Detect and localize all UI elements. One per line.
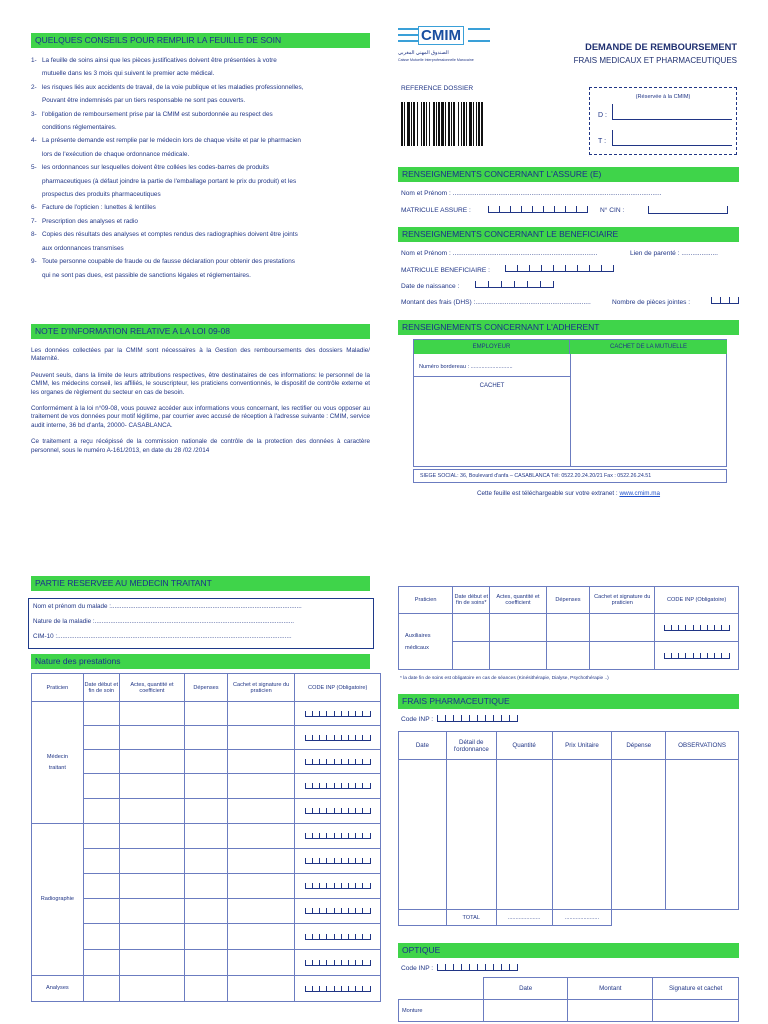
nature-maladie[interactable]: Nature de la maladie :.................................................................................................................. bbox=[33, 618, 295, 625]
table-header: Montant bbox=[568, 978, 653, 1000]
conseil-line bbox=[31, 108, 370, 121]
digit-box[interactable] bbox=[453, 715, 461, 722]
digit-box[interactable] bbox=[543, 206, 554, 213]
table-header: CODE INP (Obligatoire) bbox=[295, 674, 381, 702]
conseil-number: 7- bbox=[31, 217, 37, 225]
pharma-code-label: Code INP : bbox=[401, 716, 434, 723]
total-quantite[interactable]: ..................... bbox=[496, 910, 552, 926]
prestations-title: Nature des prestations bbox=[31, 654, 370, 669]
naissance-label: Date de naissance : bbox=[401, 283, 460, 290]
depense-cell[interactable] bbox=[185, 774, 228, 799]
inp-code-field[interactable] bbox=[305, 783, 371, 789]
date-cell[interactable] bbox=[83, 799, 119, 824]
table-header: Dépense bbox=[612, 732, 666, 760]
actes-cell[interactable] bbox=[119, 824, 184, 849]
optique-code-label: Code INP : bbox=[401, 965, 434, 972]
conseil-text: les ordonnances sur lesquelles doivent être collées les codes-barres de produits bbox=[42, 164, 269, 172]
code-cell bbox=[295, 774, 381, 799]
pieces-label: Nombre de pièces jointes : bbox=[612, 299, 691, 306]
conseil-number: 9- bbox=[31, 258, 37, 266]
table-header: Praticien bbox=[32, 674, 84, 702]
depense-cell[interactable] bbox=[185, 702, 228, 726]
table-header: CODE INP (Obligatoire) bbox=[655, 587, 739, 614]
digit-box[interactable] bbox=[720, 297, 729, 304]
conseil-number bbox=[31, 188, 42, 201]
conseil-line bbox=[31, 188, 370, 201]
date-cell[interactable] bbox=[453, 614, 490, 642]
inp-code-field[interactable] bbox=[305, 986, 371, 992]
conseil-line bbox=[31, 134, 370, 147]
digit-box[interactable] bbox=[601, 265, 613, 272]
digit-box[interactable] bbox=[437, 964, 445, 971]
digit-box[interactable] bbox=[469, 715, 477, 722]
pharma-cell[interactable] bbox=[552, 760, 612, 910]
actes-cell[interactable] bbox=[490, 614, 546, 642]
conseil-text: La présente demande est remplie par le médecin lors de chaque visite et par le pharmacien bbox=[42, 137, 301, 145]
digit-box[interactable] bbox=[532, 206, 543, 213]
logo-text: CMIM bbox=[418, 26, 464, 45]
code-cell bbox=[655, 614, 739, 642]
date-cell[interactable] bbox=[83, 702, 119, 726]
depense-cell[interactable] bbox=[185, 874, 228, 899]
extranet-text: Cette feuille est téléchargeable sur votre extranet : bbox=[476, 490, 618, 497]
code-cell bbox=[295, 702, 381, 726]
depense-cell[interactable] bbox=[546, 642, 589, 670]
actes-cell[interactable] bbox=[119, 726, 184, 750]
pharma-table bbox=[398, 731, 739, 926]
conseil-line bbox=[31, 228, 370, 241]
inp-code-field[interactable] bbox=[305, 833, 371, 839]
auxiliaires-cell bbox=[399, 614, 453, 670]
employeur-header: EMPLOYEUR bbox=[414, 340, 570, 354]
conseil-line bbox=[31, 161, 370, 174]
date-cell[interactable] bbox=[83, 824, 119, 849]
digit-box[interactable] bbox=[711, 297, 720, 304]
conseil-text: les risques liés aux accidents de travail, de la voie publique et les maladies professionnelles, bbox=[42, 83, 304, 91]
monture-label: Monture bbox=[399, 1000, 484, 1022]
code-cell bbox=[295, 799, 381, 824]
depense-cell[interactable] bbox=[546, 614, 589, 642]
date-cell[interactable] bbox=[453, 642, 490, 670]
inp-code-field[interactable] bbox=[305, 808, 371, 814]
digit-box[interactable] bbox=[477, 964, 485, 971]
total-prix[interactable]: ...................... bbox=[552, 910, 612, 926]
conseil-line bbox=[31, 67, 370, 80]
inp-code-field[interactable] bbox=[305, 858, 371, 864]
actes-cell[interactable] bbox=[119, 774, 184, 799]
depense-cell[interactable] bbox=[185, 824, 228, 849]
t-field[interactable] bbox=[612, 130, 732, 146]
conseil-text: conditions réglementaires. bbox=[42, 124, 117, 132]
conseil-text: Prescription des analyses et radio bbox=[42, 217, 138, 225]
assure-cin-label: N° CIN : bbox=[600, 207, 625, 214]
digit-box[interactable] bbox=[553, 265, 565, 272]
assure-cin-field[interactable] bbox=[648, 206, 728, 214]
logo-arabic: الصندوق المهني المغربي bbox=[398, 50, 449, 56]
logo-subtitle: Caisse Mutuelle Interprofessionnelle Marocaine bbox=[398, 58, 474, 62]
conseil-number: 8- bbox=[31, 231, 37, 239]
depense-cell[interactable] bbox=[185, 924, 228, 950]
date-cell[interactable] bbox=[83, 726, 119, 750]
actes-cell[interactable] bbox=[119, 874, 184, 899]
date-cell[interactable] bbox=[83, 774, 119, 799]
cachet-cell[interactable] bbox=[227, 726, 295, 750]
digit-box[interactable] bbox=[514, 281, 527, 288]
date-cell[interactable] bbox=[83, 849, 119, 874]
digit-box[interactable] bbox=[576, 206, 587, 213]
praticien-label: Analyses bbox=[46, 985, 69, 991]
conseil-number bbox=[31, 269, 42, 282]
assure-nom: Nom et Prénom : .................................................................................................................. bbox=[401, 190, 662, 197]
digit-box[interactable] bbox=[509, 715, 517, 722]
actes-cell[interactable] bbox=[490, 642, 546, 670]
code-cell bbox=[295, 899, 381, 924]
date-cell[interactable] bbox=[83, 899, 119, 924]
digit-box[interactable] bbox=[565, 265, 577, 272]
inp-code-field[interactable] bbox=[664, 653, 730, 659]
digit-box[interactable] bbox=[475, 281, 488, 288]
digit-box[interactable] bbox=[517, 265, 529, 272]
digit-box[interactable] bbox=[485, 964, 493, 971]
actes-cell[interactable] bbox=[119, 799, 184, 824]
digit-box[interactable] bbox=[485, 715, 493, 722]
inp-code-field[interactable] bbox=[305, 711, 371, 717]
table-header: Date bbox=[483, 978, 568, 1000]
conseil-text: Copies des résultats des analyses et comptes rendus des radiographies doivent être joints bbox=[42, 231, 298, 239]
code-cell bbox=[295, 726, 381, 750]
siege-text: SIEGE SOCIAL: 36, Boulevard d'anfa – CASABLANCA Tél: 0522.20.24.20/21 Fax : 0522.26.24.51 bbox=[420, 473, 652, 479]
conseil-line bbox=[31, 215, 370, 228]
inp-code-field[interactable] bbox=[305, 934, 371, 940]
code-cell bbox=[295, 924, 381, 950]
conseil-number bbox=[31, 67, 42, 80]
digit-box[interactable] bbox=[445, 964, 453, 971]
note-paragraph: Ce traitement a reçu récépissé de la commission nationale de contrôle de la protection des données à caractère personnel, sous le numéro A-161/2013, en date du 28 /02 /2014 bbox=[31, 438, 370, 454]
code-cell bbox=[295, 874, 381, 899]
date-cell[interactable] bbox=[83, 750, 119, 774]
date-cell[interactable] bbox=[83, 950, 119, 976]
conseil-text: Pouvant être indemnisés par un tiers responsable ne sont pas couverts. bbox=[42, 97, 246, 105]
date-cell[interactable] bbox=[83, 924, 119, 950]
note-paragraph: Conformément à la loi n°09-08, vous pouvez accéder aux informations vous concernant, les rectifier ou vous opposer au traitement de vos données pour motif légitime, par courrier avec accusé de réception à l'adresse suivante : CMIM, service audit interne, 36 bd d'anfa, 20000- CASABLANCA. bbox=[31, 405, 370, 429]
conseil-line bbox=[31, 148, 370, 161]
actes-cell[interactable] bbox=[119, 899, 184, 924]
adherent-box bbox=[413, 339, 727, 467]
cmim-logo bbox=[398, 26, 490, 72]
beneficiaire-lien: Lien de parenté : .................... bbox=[630, 250, 718, 257]
prestations-table bbox=[31, 673, 381, 1002]
actes-cell[interactable] bbox=[119, 702, 184, 726]
inp-code-field[interactable] bbox=[305, 735, 371, 741]
inp-code-field[interactable] bbox=[305, 960, 371, 966]
inp-code-field[interactable] bbox=[305, 908, 371, 914]
conseil-line bbox=[31, 81, 370, 94]
conseil-line bbox=[31, 269, 370, 282]
actes-cell[interactable] bbox=[119, 924, 184, 950]
assure-matricule-label: MATRICULE ASSURE : bbox=[401, 207, 471, 214]
digit-box[interactable] bbox=[488, 281, 501, 288]
bordereau-field[interactable]: Numéro bordereau : ........................... bbox=[419, 364, 513, 370]
reference-label: REFERENCE DOSSIER bbox=[401, 85, 474, 92]
cachet-cell[interactable] bbox=[227, 950, 295, 976]
conseil-text: pharmaceutiques (à défaut joindre la partie de l'emballage portant le prix du produit) et les bbox=[42, 177, 297, 185]
conseils-list bbox=[31, 54, 370, 282]
beneficiaire-matricule-label: MATRICULE BENEFICIAIRE : bbox=[401, 267, 490, 274]
pharma-cell[interactable] bbox=[612, 760, 666, 910]
table-header: Actes, quantité et coefficient bbox=[490, 587, 546, 614]
digit-box[interactable] bbox=[541, 265, 553, 272]
cachet-cell[interactable] bbox=[227, 849, 295, 874]
date-cell[interactable] bbox=[83, 976, 119, 1002]
malade-nom[interactable]: Nom et prénom du malade :............................................................................................................. bbox=[33, 603, 302, 610]
code-cell bbox=[295, 750, 381, 774]
digit-box[interactable] bbox=[540, 281, 553, 288]
pharma-cell[interactable] bbox=[399, 760, 447, 910]
note-paragraph: Les données collectées par la CMIM sont nécessaires à la Gestion des remboursements des dossiers Maladie/ Maternité. bbox=[31, 347, 370, 363]
auxiliaires-note: * la date fin de soins est obligatoire en cas de séances (Kinésithérapie, Dialyse, Psychothérapie ..) bbox=[400, 676, 609, 681]
code-cell bbox=[295, 950, 381, 976]
digit-box[interactable] bbox=[589, 265, 601, 272]
medecin-title: PARTIE RESERVEE AU MEDECIN TRAITANT bbox=[31, 576, 370, 591]
conseil-number: 6- bbox=[31, 204, 37, 212]
conseil-number: 3- bbox=[31, 110, 37, 118]
depense-cell[interactable] bbox=[185, 726, 228, 750]
extranet-link[interactable]: www.cmim.ma bbox=[619, 490, 661, 497]
table-header: Dépenses bbox=[546, 587, 589, 614]
digit-box[interactable] bbox=[488, 206, 499, 213]
pharma-code-field[interactable] bbox=[437, 715, 518, 722]
digit-box[interactable] bbox=[509, 964, 517, 971]
digit-box[interactable] bbox=[554, 206, 565, 213]
digit-box[interactable] bbox=[493, 715, 501, 722]
digit-box[interactable] bbox=[527, 281, 540, 288]
auxiliaires-label: Auxiliaires médicaux bbox=[405, 632, 431, 651]
table-header: Quantité bbox=[496, 732, 552, 760]
date-cell[interactable] bbox=[83, 874, 119, 899]
table-header: Dépenses bbox=[185, 674, 228, 702]
conseil-text: l'obligation de remboursement prise par la CMIM est subordonnée au respect des bbox=[42, 110, 273, 118]
conseil-number: 5- bbox=[31, 164, 37, 172]
conseil-text: Facture de l'opticien : lunettes & lentilles bbox=[42, 204, 156, 212]
table-header: Cachet et signature du praticien bbox=[590, 587, 655, 614]
praticien-cell bbox=[32, 702, 84, 824]
optique-cell[interactable] bbox=[653, 1000, 739, 1022]
medecin-box bbox=[28, 598, 374, 649]
cachet-cell[interactable] bbox=[227, 874, 295, 899]
d-field[interactable] bbox=[612, 104, 732, 120]
table-header: Prix Unitaire bbox=[552, 732, 612, 760]
digit-box[interactable] bbox=[461, 964, 469, 971]
conseil-line bbox=[31, 175, 370, 188]
code-cell bbox=[295, 849, 381, 874]
conseil-number bbox=[31, 175, 42, 188]
note-body bbox=[31, 347, 370, 463]
actes-cell[interactable] bbox=[119, 750, 184, 774]
cim10[interactable]: CIM-10 :...................................................................................................................................... bbox=[33, 633, 292, 640]
digit-box[interactable] bbox=[477, 715, 485, 722]
optique-title: OPTIQUE bbox=[398, 943, 739, 958]
code-cell bbox=[655, 642, 739, 670]
inp-code-field[interactable] bbox=[305, 759, 371, 765]
digit-box[interactable] bbox=[729, 297, 738, 304]
inp-code-field[interactable] bbox=[664, 625, 730, 631]
optique-code-field[interactable] bbox=[437, 964, 518, 971]
cachet-cell[interactable] bbox=[227, 774, 295, 799]
optique-table bbox=[398, 977, 739, 1022]
beneficiaire-title: RENSEIGNEMENTS CONCERNANT LE BENEFICIAIRE bbox=[398, 227, 739, 242]
depense-cell[interactable] bbox=[185, 799, 228, 824]
cachet-mutuelle-header: CACHET DE LA MUTUELLE bbox=[570, 340, 727, 354]
table-header: Actes, quantité et coefficient bbox=[119, 674, 184, 702]
pharma-title: FRAIS PHARMACEUTIQUE bbox=[398, 694, 739, 709]
depense-cell[interactable] bbox=[185, 750, 228, 774]
conseil-line bbox=[31, 54, 370, 67]
pharma-cell bbox=[399, 910, 447, 926]
table-header: Date bbox=[399, 732, 447, 760]
actes-cell[interactable] bbox=[119, 950, 184, 976]
digit-box[interactable] bbox=[493, 964, 501, 971]
conseil-number bbox=[31, 148, 42, 161]
beneficiaire-nom: Nom et Prénom : ............................................................................... bbox=[401, 250, 598, 257]
table-header bbox=[399, 978, 484, 1000]
adherent-title: RENSEIGNEMENTS CONCERNANT L'ADHERENT bbox=[398, 320, 739, 335]
cachet-cell[interactable] bbox=[227, 824, 295, 849]
barcode-image bbox=[401, 102, 495, 146]
cachet-cell[interactable] bbox=[590, 642, 655, 670]
table-header: Signature et cachet bbox=[653, 978, 739, 1000]
pieces-field[interactable] bbox=[711, 297, 739, 304]
optique-cell[interactable] bbox=[483, 1000, 568, 1022]
total-label: TOTAL bbox=[446, 910, 496, 926]
digit-box[interactable] bbox=[510, 206, 521, 213]
extranet-line bbox=[398, 490, 739, 497]
conseil-number: 1- bbox=[31, 57, 37, 64]
digit-box[interactable] bbox=[501, 715, 509, 722]
cachet-cell[interactable] bbox=[227, 976, 295, 1002]
pharma-cell[interactable] bbox=[666, 760, 739, 910]
depense-cell[interactable] bbox=[185, 976, 228, 1002]
praticien-label: Médecin traitant bbox=[46, 753, 68, 771]
pharma-cell bbox=[612, 910, 666, 926]
cachet-cell[interactable] bbox=[227, 702, 295, 726]
table-header: Cachet et signature du praticien bbox=[227, 674, 295, 702]
digit-box[interactable] bbox=[577, 265, 589, 272]
conseil-text: lors de l'exécution de chaque ordonnance médicale. bbox=[42, 150, 190, 158]
conseil-number bbox=[31, 94, 42, 107]
pharma-cell[interactable] bbox=[496, 760, 552, 910]
assure-title: RENSEIGNEMENTS CONCERNANT L'ASSURE (E) bbox=[398, 167, 739, 182]
conseil-text: qui ne sont pas dues, est passible de sanctions légales et réglementaires. bbox=[42, 271, 251, 279]
digit-box[interactable] bbox=[469, 964, 477, 971]
t-label: T : bbox=[598, 138, 607, 145]
beneficiaire-matricule-field[interactable] bbox=[505, 265, 614, 272]
depense-cell[interactable] bbox=[185, 899, 228, 924]
reserve-label: (Réservée à la CMIM) bbox=[635, 94, 691, 100]
digit-box[interactable] bbox=[437, 715, 445, 722]
praticien-cell bbox=[32, 824, 84, 976]
digit-box[interactable] bbox=[499, 206, 510, 213]
form-title: DEMANDE DE REMBOURSEMENT bbox=[585, 42, 737, 52]
praticien-label: Radiographie bbox=[40, 896, 75, 902]
cachet-cell[interactable] bbox=[227, 924, 295, 950]
auxiliaires-table bbox=[398, 586, 739, 670]
conseil-number: 2- bbox=[31, 83, 37, 91]
conseil-line bbox=[31, 201, 370, 214]
conseil-line bbox=[31, 121, 370, 134]
montant-label: Montant des frais (DHS) :............................................................... bbox=[401, 299, 591, 306]
form-subtitle: FRAIS MEDICAUX ET PHARMACEUTIQUES bbox=[573, 56, 737, 65]
note-paragraph: Peuvent seuls, dans la limite de leurs attributions respectives, être destinataires de ces informations: le personnel de la CMIM, les médecins conseil, les affiliés, le souscripteur, les praticiens conventionnés, le dispositif de contrôle externe et les organes de règlement du secteur en cas de besoin. bbox=[31, 371, 370, 396]
conseil-line bbox=[31, 94, 370, 107]
conseil-text: Toute personne coupable de fraude ou de fausse déclaration pour obtenir des prestations bbox=[42, 258, 295, 266]
code-cell bbox=[295, 824, 381, 849]
digit-box[interactable] bbox=[445, 715, 453, 722]
barcode-bar bbox=[481, 102, 483, 146]
reserve-box bbox=[589, 87, 737, 155]
table-header: Date début et fin de soins* bbox=[453, 587, 490, 614]
digit-box[interactable] bbox=[565, 206, 576, 213]
assure-matricule-field[interactable] bbox=[488, 206, 588, 213]
depense-cell[interactable] bbox=[185, 849, 228, 874]
cachet-cell[interactable] bbox=[227, 799, 295, 824]
conseil-number: 4- bbox=[31, 137, 37, 145]
actes-cell[interactable] bbox=[119, 976, 184, 1002]
depense-cell[interactable] bbox=[185, 950, 228, 976]
cachet-cell[interactable] bbox=[590, 614, 655, 642]
digit-box[interactable] bbox=[501, 964, 509, 971]
code-cell bbox=[295, 976, 381, 1002]
note-title: NOTE D'INFORMATION RELATIVE A LA LOI 09-08 bbox=[31, 324, 370, 339]
conseil-number bbox=[31, 242, 42, 255]
conseil-text: prospectus des produits pharmaceutiques bbox=[42, 191, 161, 199]
digit-box[interactable] bbox=[521, 206, 532, 213]
inp-code-field[interactable] bbox=[305, 883, 371, 889]
digit-box[interactable] bbox=[529, 265, 541, 272]
pharma-cell bbox=[666, 910, 739, 926]
table-header: Détail de l'ordonnance bbox=[446, 732, 496, 760]
conseil-text: La feuille de soins ainsi que les pièces justificatives doivent être présentées à votre bbox=[42, 57, 277, 64]
siege-box bbox=[413, 469, 727, 483]
cachet-cell[interactable] bbox=[227, 750, 295, 774]
digit-box[interactable] bbox=[501, 281, 514, 288]
cachet-label: CACHET bbox=[479, 383, 505, 389]
conseil-line bbox=[31, 255, 370, 268]
conseil-text: mutuelle dans les 3 mois qui suivent le premier acte médical. bbox=[42, 70, 215, 78]
table-header: Praticien bbox=[399, 587, 453, 614]
cachet-cell[interactable] bbox=[227, 899, 295, 924]
d-label: D : bbox=[598, 112, 607, 119]
naissance-field[interactable] bbox=[475, 281, 554, 288]
digit-box[interactable] bbox=[453, 964, 461, 971]
digit-box[interactable] bbox=[505, 265, 517, 272]
conseils-title: QUELQUES CONSEILS POUR REMPLIR LA FEUILLE DE SOIN bbox=[31, 33, 370, 48]
praticien-cell bbox=[32, 976, 84, 1002]
pharma-cell[interactable] bbox=[446, 760, 496, 910]
conseil-number bbox=[31, 121, 42, 134]
conseil-line bbox=[31, 242, 370, 255]
optique-cell[interactable] bbox=[568, 1000, 653, 1022]
table-header: OBSERVATIONS bbox=[666, 732, 739, 760]
digit-box[interactable] bbox=[461, 715, 469, 722]
table-header: Date début et fin de soin bbox=[83, 674, 119, 702]
conseil-text: aux ordonnances transmises bbox=[42, 244, 124, 252]
actes-cell[interactable] bbox=[119, 849, 184, 874]
